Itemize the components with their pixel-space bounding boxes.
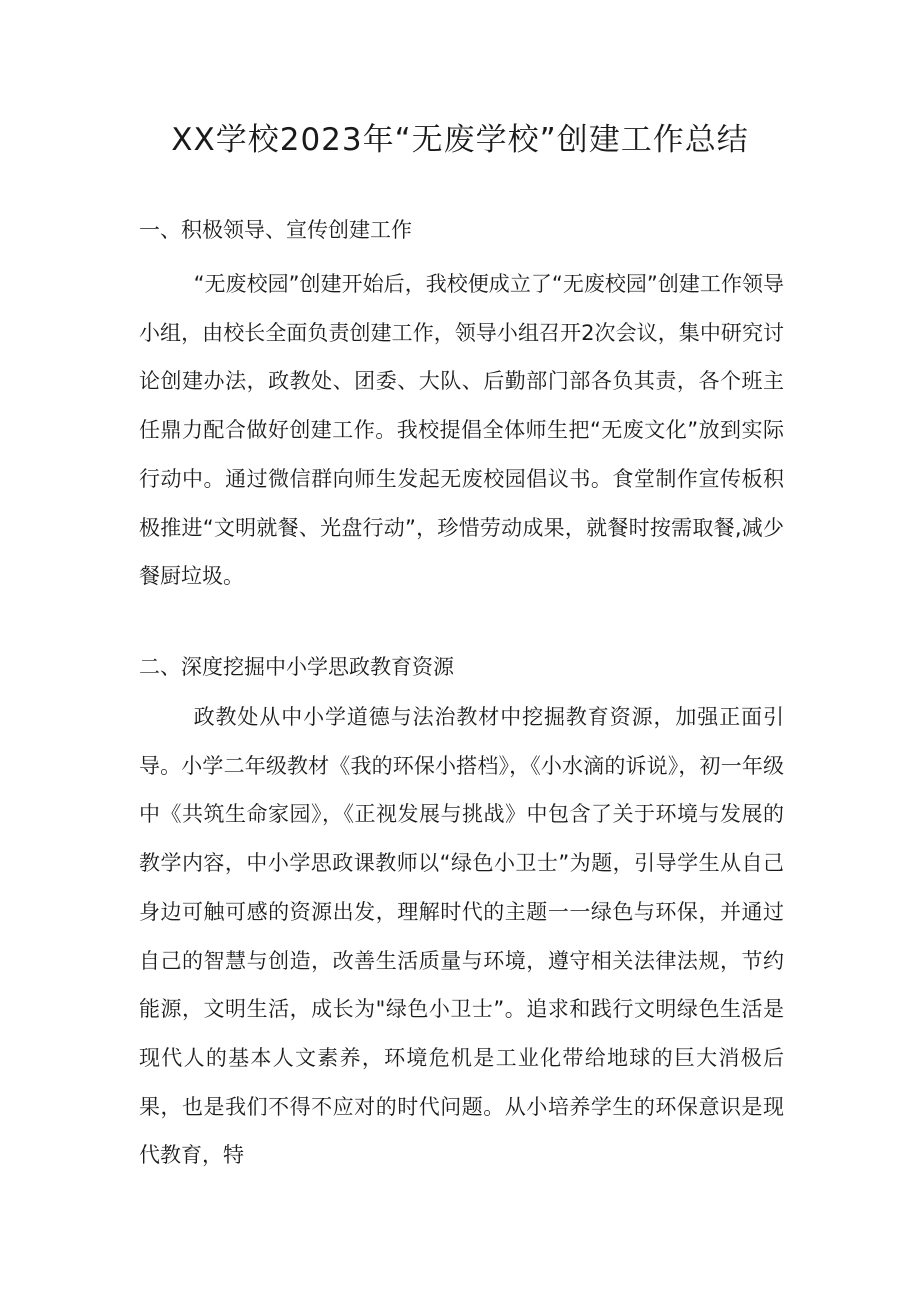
section-paragraph-1: “无废校园”创建开始后，我校便成立了“无废校园”创建工作领导小组，由校长全面负责创建工作，领导小组召开2次会议，集中研究讨论创建办法，政教处、团委、大队、后勤部门部各负其责，各个班主任鼎力配合做好创建工作。我校提倡全体师生把“无废文化”放到实际行动中。通过微信群向师生发起无废校园倡议书。食堂制作宣传板积极推进“文明就餐、光盘行动”，珍惜劳动成果，就餐时按需取餐,减少餐厨垃圾。 — [139, 272, 784, 589]
section-heading-1: 一、积极领导、宣传创建工作 — [139, 218, 412, 242]
section-paragraph-2: 政教处从中小学道德与法治教材中挖掘教育资源，加强正面引导。小学二年级教材《我的环保小搭档》，《小水滴的诉说》，初一年级中《共筑生命家园》，《正视发展与挑战》中包含了关于环境与发展的教学内容，中小学思政课教师以“绿色小卫士”为题，引导学生从自己身边可触可感的资源出发，理解时代的主题一一绿色与环保，并通过自己的智慧与创造，改善生活质量与环境，遵守相关法律法规，节约能源，文明生活，成长为"绿色小卫士”。追求和践行文明绿色生活是现代人的基本人文素养，环境危机是工业化带给地球的巨大消极后果，也是我们不得不应对的时代问题。从小培养学生的环保意识是现代教育，特 — [139, 705, 784, 1168]
section-heading-2: 二、深度挖掘中小学思政教育资源 — [139, 655, 454, 679]
document-title: XX学校2023年“无废学校”创建工作总结 — [171, 122, 749, 158]
